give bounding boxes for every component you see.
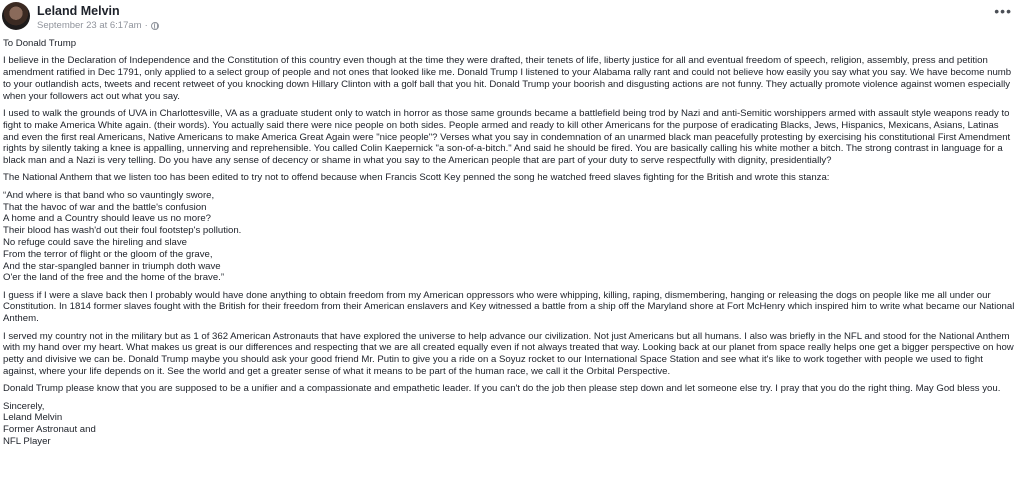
post-timestamp[interactable]: September 23 at 6:17am <box>37 20 142 31</box>
author-name[interactable]: Leland Melvin <box>37 4 120 18</box>
more-options-icon[interactable]: ••• <box>994 3 1012 19</box>
paragraph: The National Anthem that we listen too has been edited to try not to offend because when Francis Scott Key penned the song he watched freed slaves fighting for the British and wrote this stanza: <box>3 172 830 184</box>
stanza-line: Their blood has wash'd out their foul footstep's pollution. <box>3 225 242 237</box>
salutation: To Donald Trump <box>3 38 77 49</box>
paragraph: I used to walk the grounds of UVA in Charlottesville, VA as a graduate student only to watch in horror as those same grounds became a battlefield being trod by Nazi and anti-Semitic worshippers armed with assault style weapons ready to fight to make America White again. (their words). You actually said there were nice people on both sides. People armed and ready to kill other Americans for the purpose of eradicating Blacks, Jews, Hispanics, Mexicans, Asians, Latinas and even the first real Americans, Native Americans to make America Great Again were "nice people"? Verses what you say in condemnation of an unarmed black man peacefully protesting by exercising his constitutional First Amendment rights by silently taking a knee is appalling, unnerving and reprehensible. You called Colin Kaepernick "a son-of-a-bitch." And said he should be fired. You are basically calling his white mother a bitch. The strong contrast in language for a black man and a Nazi is very telling. Do you have any sense of decency or shame in what you say to the American people that are part of your duty to serve respectfully with dignity, presidentially? <box>3 107 1011 167</box>
post-body <box>3 38 1015 448</box>
signature-line: Sincerely, <box>3 400 45 412</box>
paragraph: Donald Trump please know that you are supposed to be a unifier and a compassionate and empathetic leader. If you can't do the job then please step down and let someone else try. I pray that you do the right thing. May God bless you. <box>3 383 1001 395</box>
paragraph: I guess if I were a slave back then I probably would have done anything to obtain freedom from my American oppressors who were whipping, killing, raping, dismembering, hanging or releasing the dogs on people like me all under our Constitution. In 1814 former slaves fought with the British for their freedom from their American enslavers and Key witnessed a battle from a ship off the Maryland shore at Fort McHenry which inspired him to write what became our National Anthem. <box>3 289 1015 325</box>
signature-line: Leland Melvin <box>3 412 63 424</box>
stanza-line: That the havoc of war and the battle's confusion <box>3 201 207 213</box>
signature <box>3 401 1015 448</box>
signature-line: NFL Player <box>3 435 51 447</box>
stanza-line: And the star-spangled banner in triumph doth wave <box>3 260 221 272</box>
stanza-line: No refuge could save the hireling and slave <box>3 236 187 248</box>
paragraph: I believe in the Declaration of Independence and the Constitution of this country even though at the time they were drafted, their tenets of life, liberty justice for all and eventual freedom of speech, religion, assembly, press and petition amendment ratified in Dec 1791, only applied to a select group of people and not ones that looked like me. Donald Trump I listened to your Alabama rally rant and could not believe how easily you say what you say. We have become numb to your outlandish acts, tweets and recent retweet of you knocking down Hillary Clinton with a golf ball that you hit. Donald Trump your boorish and disgusting actions are not funny. They actually promote violence against women especially when your followers act out what you say. <box>3 55 1012 102</box>
stanza-line: From the terror of flight or the gloom of the grave, <box>3 248 213 260</box>
privacy-globe-icon[interactable] <box>151 22 159 30</box>
post-header <box>0 0 1024 34</box>
meta-separator: · <box>144 20 148 31</box>
paragraph: I served my country not in the military but as 1 of 362 American Astronauts that have explored the universe to help advance our civilization. Not just Americans but all humans. I also was briefly in the NFL and stood for the National Anthem with my hand over my heart. What makes us great is our differences and respecting that we are all created equally even if not always treated that way. Looking back at our planet from space really helps one get a bigger perspective on how petty and divisive we can be. Donald Trump maybe you should ask your good friend Mr. Putin to give you a ride on a Soyuz rocket to our International Space Station and see what it's like to work together with people we used to fight against, where your life depends on it. See the world and get a greater sense of what it means to be part of the human race, we call it the Orbital Perspective. <box>3 330 1014 377</box>
anthem-stanza <box>3 190 1015 284</box>
signature-line: Former Astronaut and <box>3 424 96 436</box>
stanza-line: A home and a Country should leave us no more? <box>3 213 211 225</box>
author-avatar[interactable] <box>2 2 30 30</box>
stanza-line: O'er the land of the free and the home of the brave.” <box>3 272 225 284</box>
post-meta <box>37 20 159 31</box>
stanza-line: “And where is that band who so vauntingly swore, <box>3 189 215 201</box>
